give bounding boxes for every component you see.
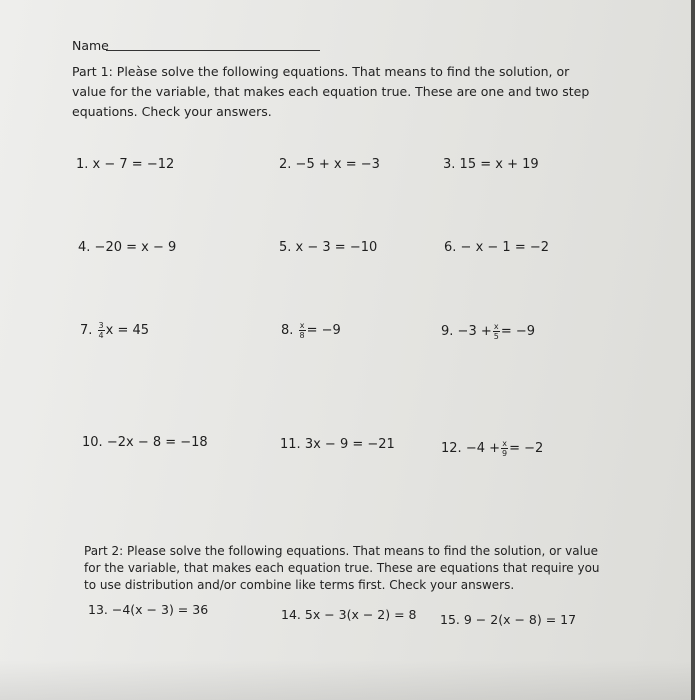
problem-number: 5.	[279, 240, 292, 255]
problem-equation: x − 7 = −12	[92, 157, 175, 172]
problem-equation: 5x − 3(x − 2) = 8	[304, 607, 417, 622]
problem-15	[440, 612, 576, 627]
problem-12	[441, 439, 543, 458]
problem-1	[76, 157, 174, 172]
problem-number: 8.	[281, 323, 294, 338]
problem-equation: = −2	[509, 441, 544, 456]
page-shadow	[0, 660, 695, 700]
problem-8	[281, 321, 341, 340]
problem-9	[441, 322, 535, 341]
problem-number: 12.	[441, 441, 462, 456]
problem-equation: x − 3 = −10	[295, 240, 378, 255]
part2-instructions: Part 2: Please solve the following equations. That means to find the solution, or value for the variable, that makes each equation true. These are equations that require you to use distribution and/or combine like terms first. Check your answers.	[84, 544, 600, 592]
problem-number: 11.	[280, 437, 301, 452]
problem-2	[279, 157, 380, 172]
problem-11	[280, 437, 395, 452]
name-label: Name	[72, 38, 109, 53]
problem-equation: x = 45	[105, 323, 150, 338]
problem-number: 2.	[279, 157, 292, 172]
problem-number: 9.	[441, 324, 454, 339]
problem-14	[281, 607, 417, 622]
problem-equation: −20 = x − 9	[94, 240, 177, 255]
problem-equation: − x − 1 = −2	[460, 240, 550, 255]
problem-number: 13.	[88, 602, 108, 617]
problem-3	[443, 157, 539, 172]
fraction: $\frac{3}{4}$	[98, 321, 104, 340]
problem-5	[279, 240, 377, 255]
problem-4	[78, 240, 176, 255]
problem-number: 10.	[82, 435, 103, 450]
problem-equation: 15 = x + 19	[459, 157, 539, 172]
fraction: $\frac{x}{8}$	[299, 321, 305, 340]
problem-equation: = −9	[500, 324, 536, 339]
name-line	[106, 50, 320, 51]
problem-number: 4.	[78, 240, 91, 255]
problem-equation: −4(x − 3) = 36	[111, 602, 209, 617]
problem-number: 3.	[443, 157, 456, 172]
problem-10	[82, 435, 208, 450]
problem-number: 15.	[440, 612, 460, 627]
problem-equation: −5 + x = −3	[295, 157, 380, 172]
problem-number: 1.	[76, 157, 89, 172]
problem-equation: −3 +	[457, 324, 492, 339]
problem-equation: 9 − 2(x − 8) = 17	[463, 612, 577, 627]
part1-instructions: Part 1: Pleàse solve the following equations. That means to find the solution, or value for the variable, that makes each equation true. These are one and two step equations. Check your answers.	[72, 64, 590, 119]
fraction: $\frac{x}{5}$	[493, 322, 499, 341]
problem-equation: = −9	[306, 323, 341, 338]
problem-13	[88, 602, 208, 617]
fraction: $\frac{x}{9}$	[502, 439, 508, 458]
problem-7	[80, 321, 149, 340]
problem-number: 6.	[444, 240, 457, 255]
problem-number: 7.	[80, 323, 93, 338]
problem-equation: 3x − 9 = −21	[304, 437, 395, 452]
problem-number: 14.	[281, 607, 301, 622]
problem-equation: −2x − 8 = −18	[106, 435, 208, 450]
problem-equation: −4 +	[465, 441, 501, 456]
problem-6	[444, 240, 549, 255]
page-edge	[691, 0, 695, 700]
